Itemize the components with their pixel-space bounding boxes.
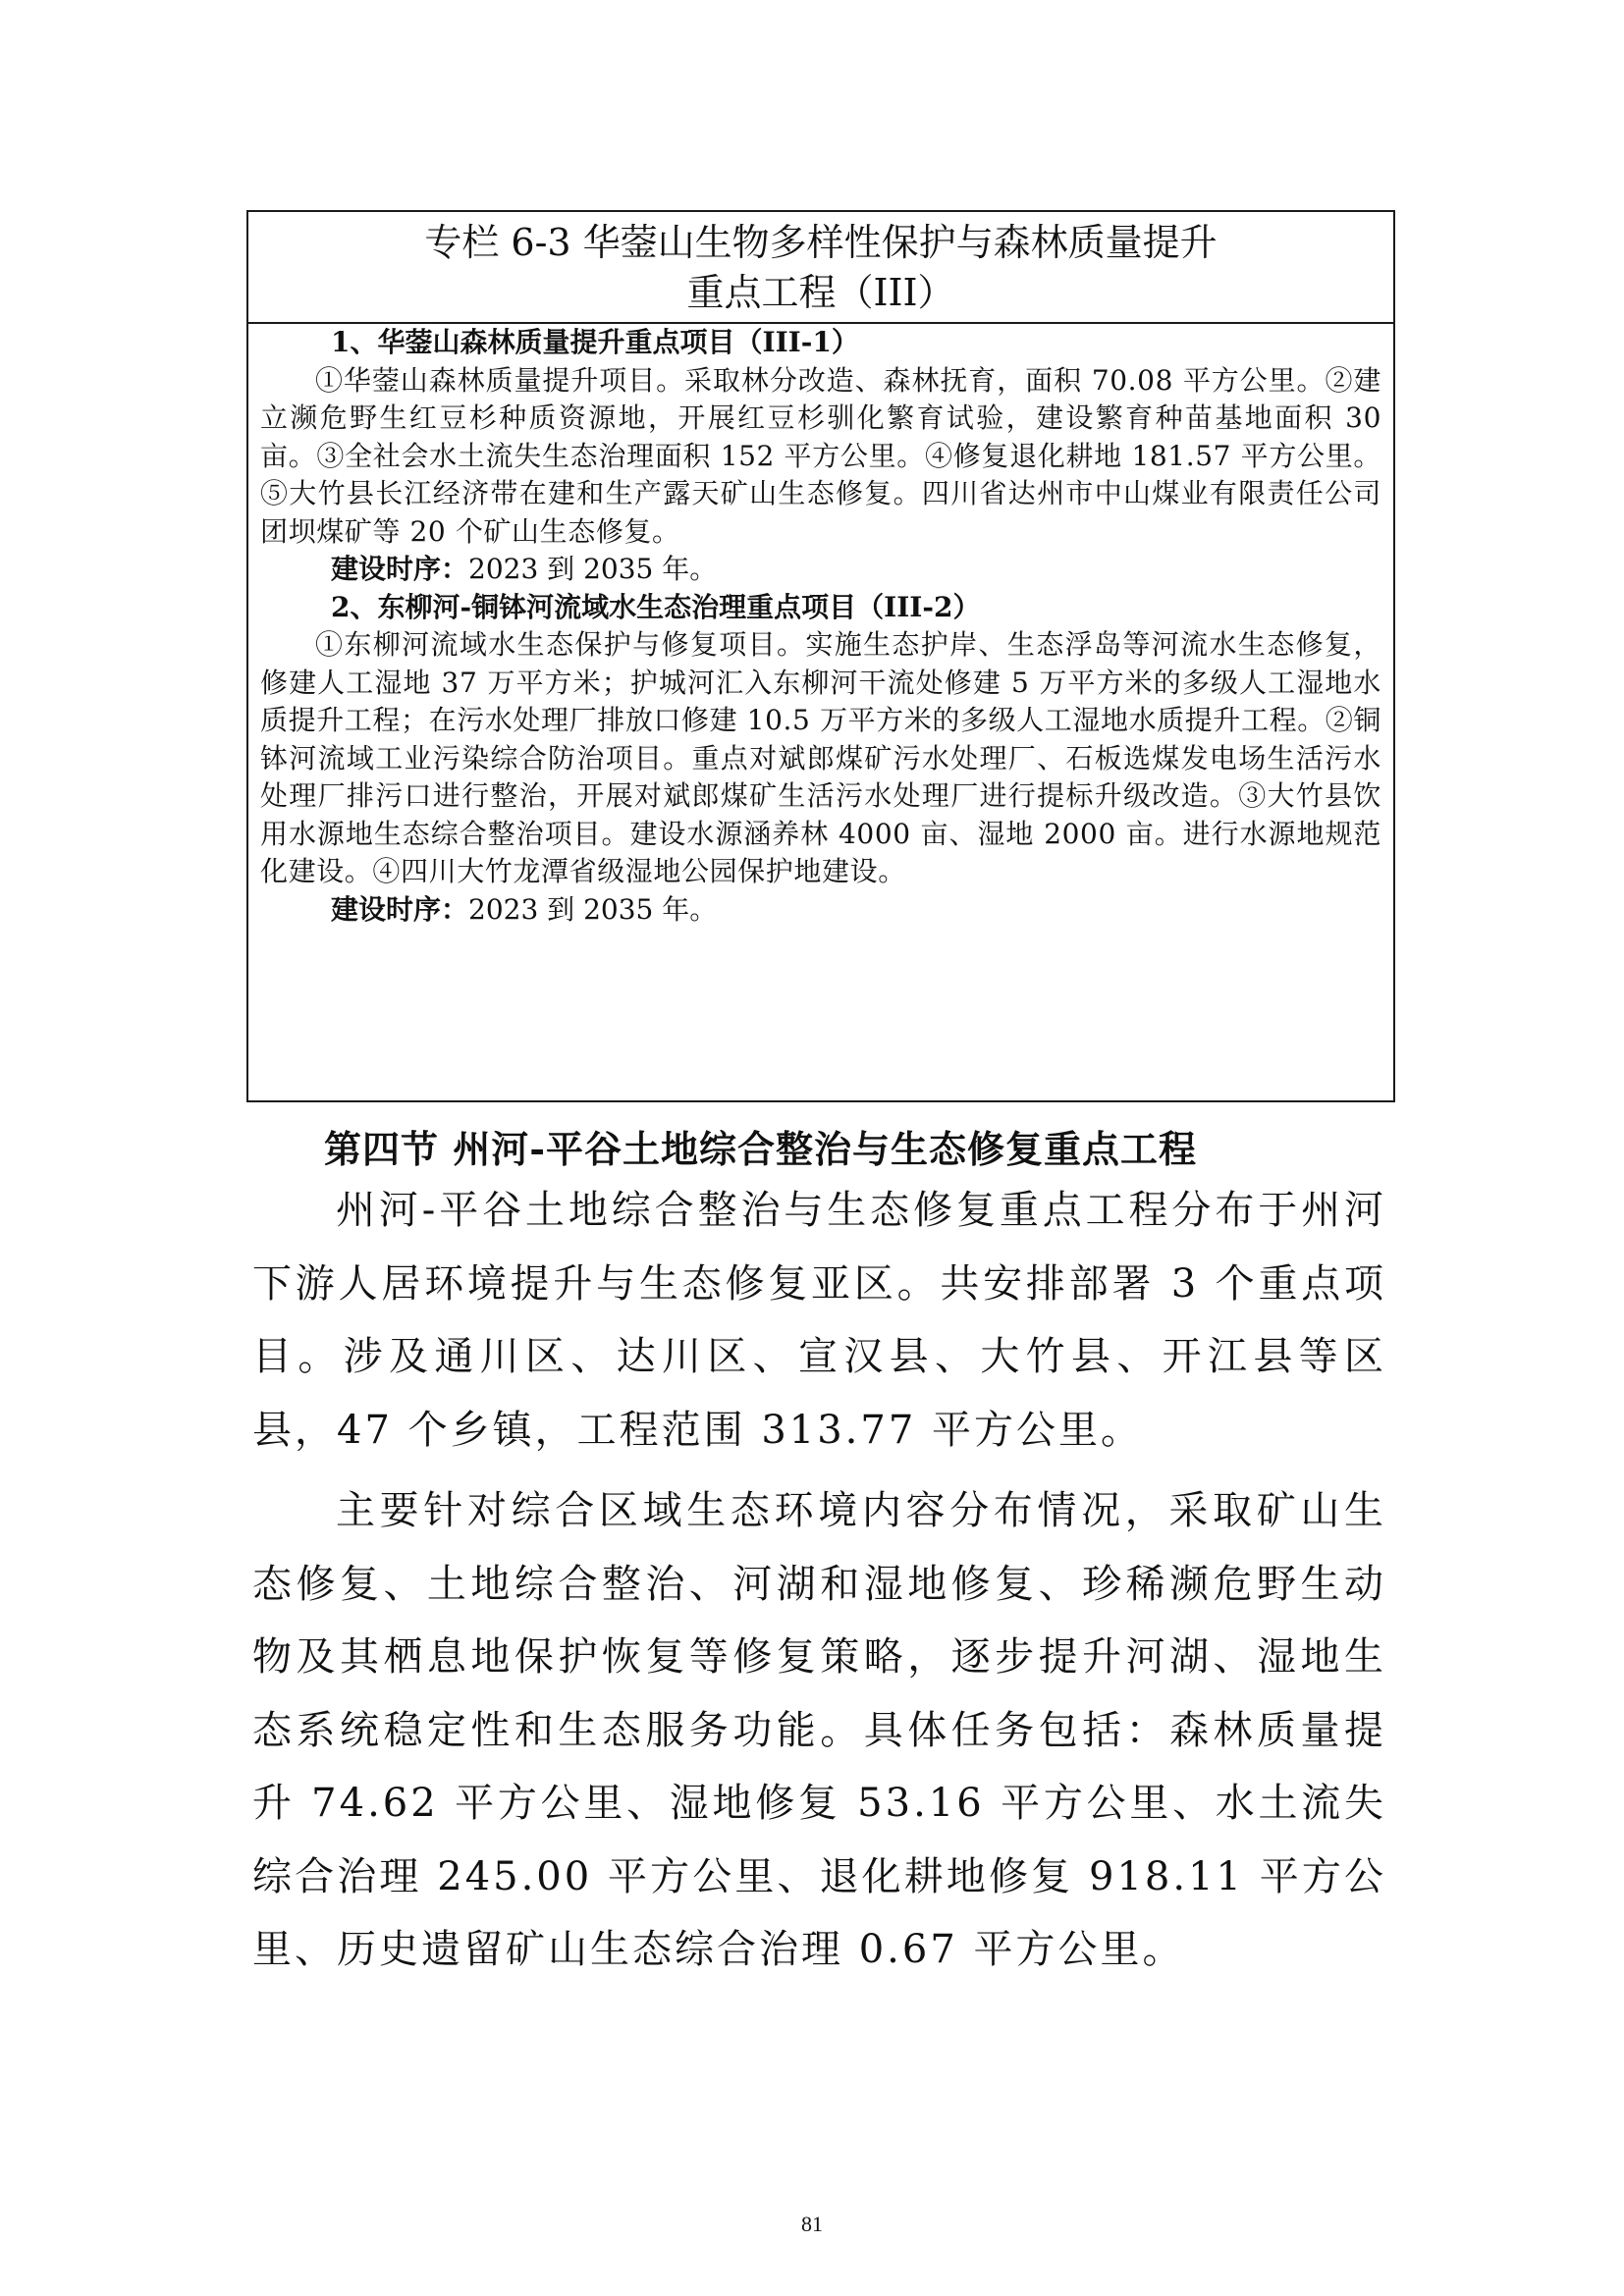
item1-text: ①华蓥山森林质量提升项目。采取林分改造、森林抚育，面积 70.08 平方公里。②建立濒危野生红豆杉种质资源地，开展红豆杉驯化繁育试验，建设繁育种苗基地面积 30 亩。③全社会水土流失生态治理面积 152 平方公里。④修复退化耕地 181.57 平方公里。⑤大竹县长江经济带在建和生产露天矿山生态修复。四川省达州市中山煤业有限责任公司团坝煤矿等 20 个矿山生态修复。 <box>260 363 1381 548</box>
box-body <box>248 324 1393 929</box>
box-title <box>248 212 1393 324</box>
box-title-line1: 专栏 6-3 华蓥山生物多样性保护与森林质量提升 <box>424 221 1218 264</box>
item1-heading: 1、华蓥山森林质量提升重点项目（III-1） <box>331 326 859 358</box>
body-paragraph-2: 主要针对综合区域生态环境内容分布情况，采取矿山生态修复、土地综合整治、河湖和湿地修复、珍稀濒危野生动物及其栖息地保护恢复等修复策略，逐步提升河湖、湿地生态系统稳定性和生态服务功能。具体任务包括：森林质量提升 74.62 平方公里、湿地修复 53.16 平方公里、水土流失综合治理 245.00 平方公里、退化耕地修复 918.11 平方公里、历史遗留矿山生态综合治理 0.67 平方公里。 <box>252 1488 1386 1972</box>
item1-schedule <box>260 551 1381 589</box>
item2-schedule-value: 2023 到 2035 年。 <box>468 892 718 926</box>
item1-schedule-value: 2023 到 2035 年。 <box>468 553 718 585</box>
item2-heading: 2、东柳河-铜钵河流域水生态治理重点项目（III-2） <box>331 590 981 623</box>
feature-box <box>246 210 1395 1102</box>
item2-text: ①东柳河流域水生态保护与修复项目。实施生态护岸、生态浮岛等河流水生态修复，修建人工湿地 37 万平方米；护城河汇入东柳河干流处修建 5 万平方米的多级人工湿地水质提升工程；在污水处理厂排放口修建 10.5 万平方米的多级人工湿地水质提升工程。②铜钵河流域工业污染综合防治项目。重点对斌郎煤矿污水处理厂、石板选煤发电场生活污水处理厂排污口进行整治，开展对斌郎煤矿生活污水处理厂进行提标升级改造。③大竹县饮用水源地生态综合整治项目。建设水源涵养林 4000 亩、湿地 2000 亩。进行水源地规范化建设。④四川大竹龙潭省级湿地公园保护地建设。 <box>260 628 1381 887</box>
item2-schedule <box>260 891 1381 930</box>
box-title-line2: 重点工程（III） <box>686 271 955 314</box>
body-paragraph-1: 州河-平谷土地综合整治与生态修复重点工程分布于州河下游人居环境提升与生态修复亚区。共安排部署 3 个重点项目。涉及通川区、达川区、宣汉县、大竹县、开江县等区县，47 个乡镇，工程范围 313.77 平方公里。 <box>252 1188 1386 1453</box>
page-number: 81 <box>801 2212 823 2236</box>
item2-schedule-label: 建设时序： <box>331 892 469 926</box>
item1-schedule-label: 建设时序： <box>331 553 469 585</box>
section-title: 第四节 州河-平谷土地综合整治与生态修复重点工程 <box>324 1127 1198 1171</box>
